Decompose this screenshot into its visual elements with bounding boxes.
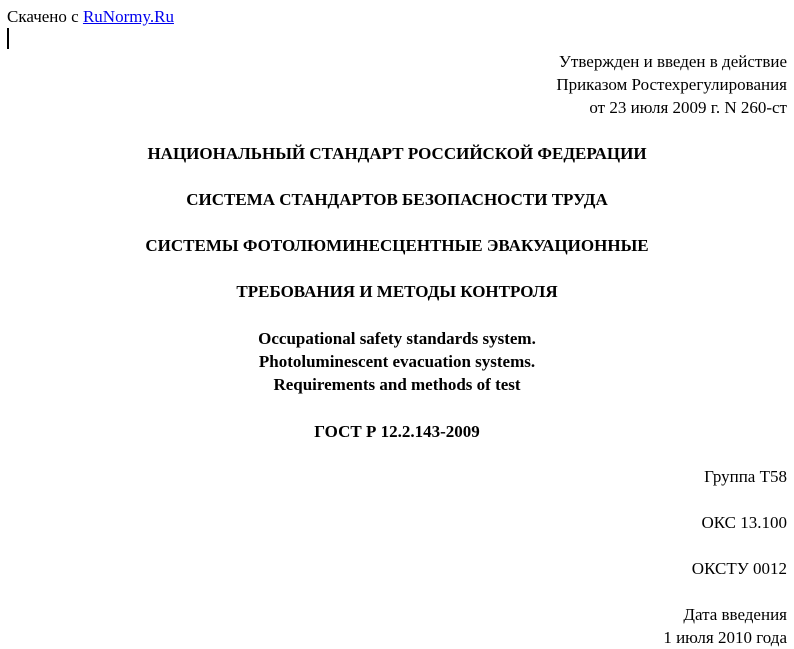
classification-oks: ОКС 13.100 (701, 513, 787, 532)
english-title-line-1: Occupational safety standards system. (258, 329, 536, 348)
introduction-label: Дата введения (683, 605, 787, 624)
source-link[interactable]: RuNormy.Ru (82, 7, 174, 26)
approval-line-2: Приказом Ростехрегулирования (556, 75, 787, 94)
approval-line-1: Утвержден и введен в действие (558, 52, 787, 71)
introduction-date-block (663, 603, 787, 649)
source-line (7, 5, 174, 28)
title-requirements: ТРЕБОВАНИЯ И МЕТОДЫ КОНТРОЛЯ (236, 282, 558, 301)
standard-designation: ГОСТ Р 12.2.143-2009 (314, 422, 480, 441)
source-prefix: Скачено с (7, 7, 83, 26)
approval-line-3: от 23 июля 2009 г. N 260-ст (589, 98, 787, 117)
classification-okstu: ОКСТУ 0012 (691, 559, 787, 578)
title-system: СИСТЕМА СТАНДАРТОВ БЕЗОПАСНОСТИ ТРУДА (186, 190, 608, 209)
english-title-line-2: Photoluminescent evacuation systems. (258, 352, 536, 371)
title-subject: СИСТЕМЫ ФОТОЛЮМИНЕСЦЕНТНЫЕ ЭВАКУАЦИОННЫЕ (145, 236, 649, 255)
approval-block (556, 50, 787, 119)
introduction-date: 1 июля 2010 года (663, 628, 787, 647)
english-title-block (0, 327, 794, 396)
english-title-line-3: Requirements and methods of test (273, 375, 521, 394)
text-cursor (7, 28, 9, 49)
title-national-standard: НАЦИОНАЛЬНЫЙ СТАНДАРТ РОССИЙСКОЙ ФЕДЕРАЦИИ (147, 144, 647, 163)
classification-group: Группа Т58 (704, 467, 787, 486)
